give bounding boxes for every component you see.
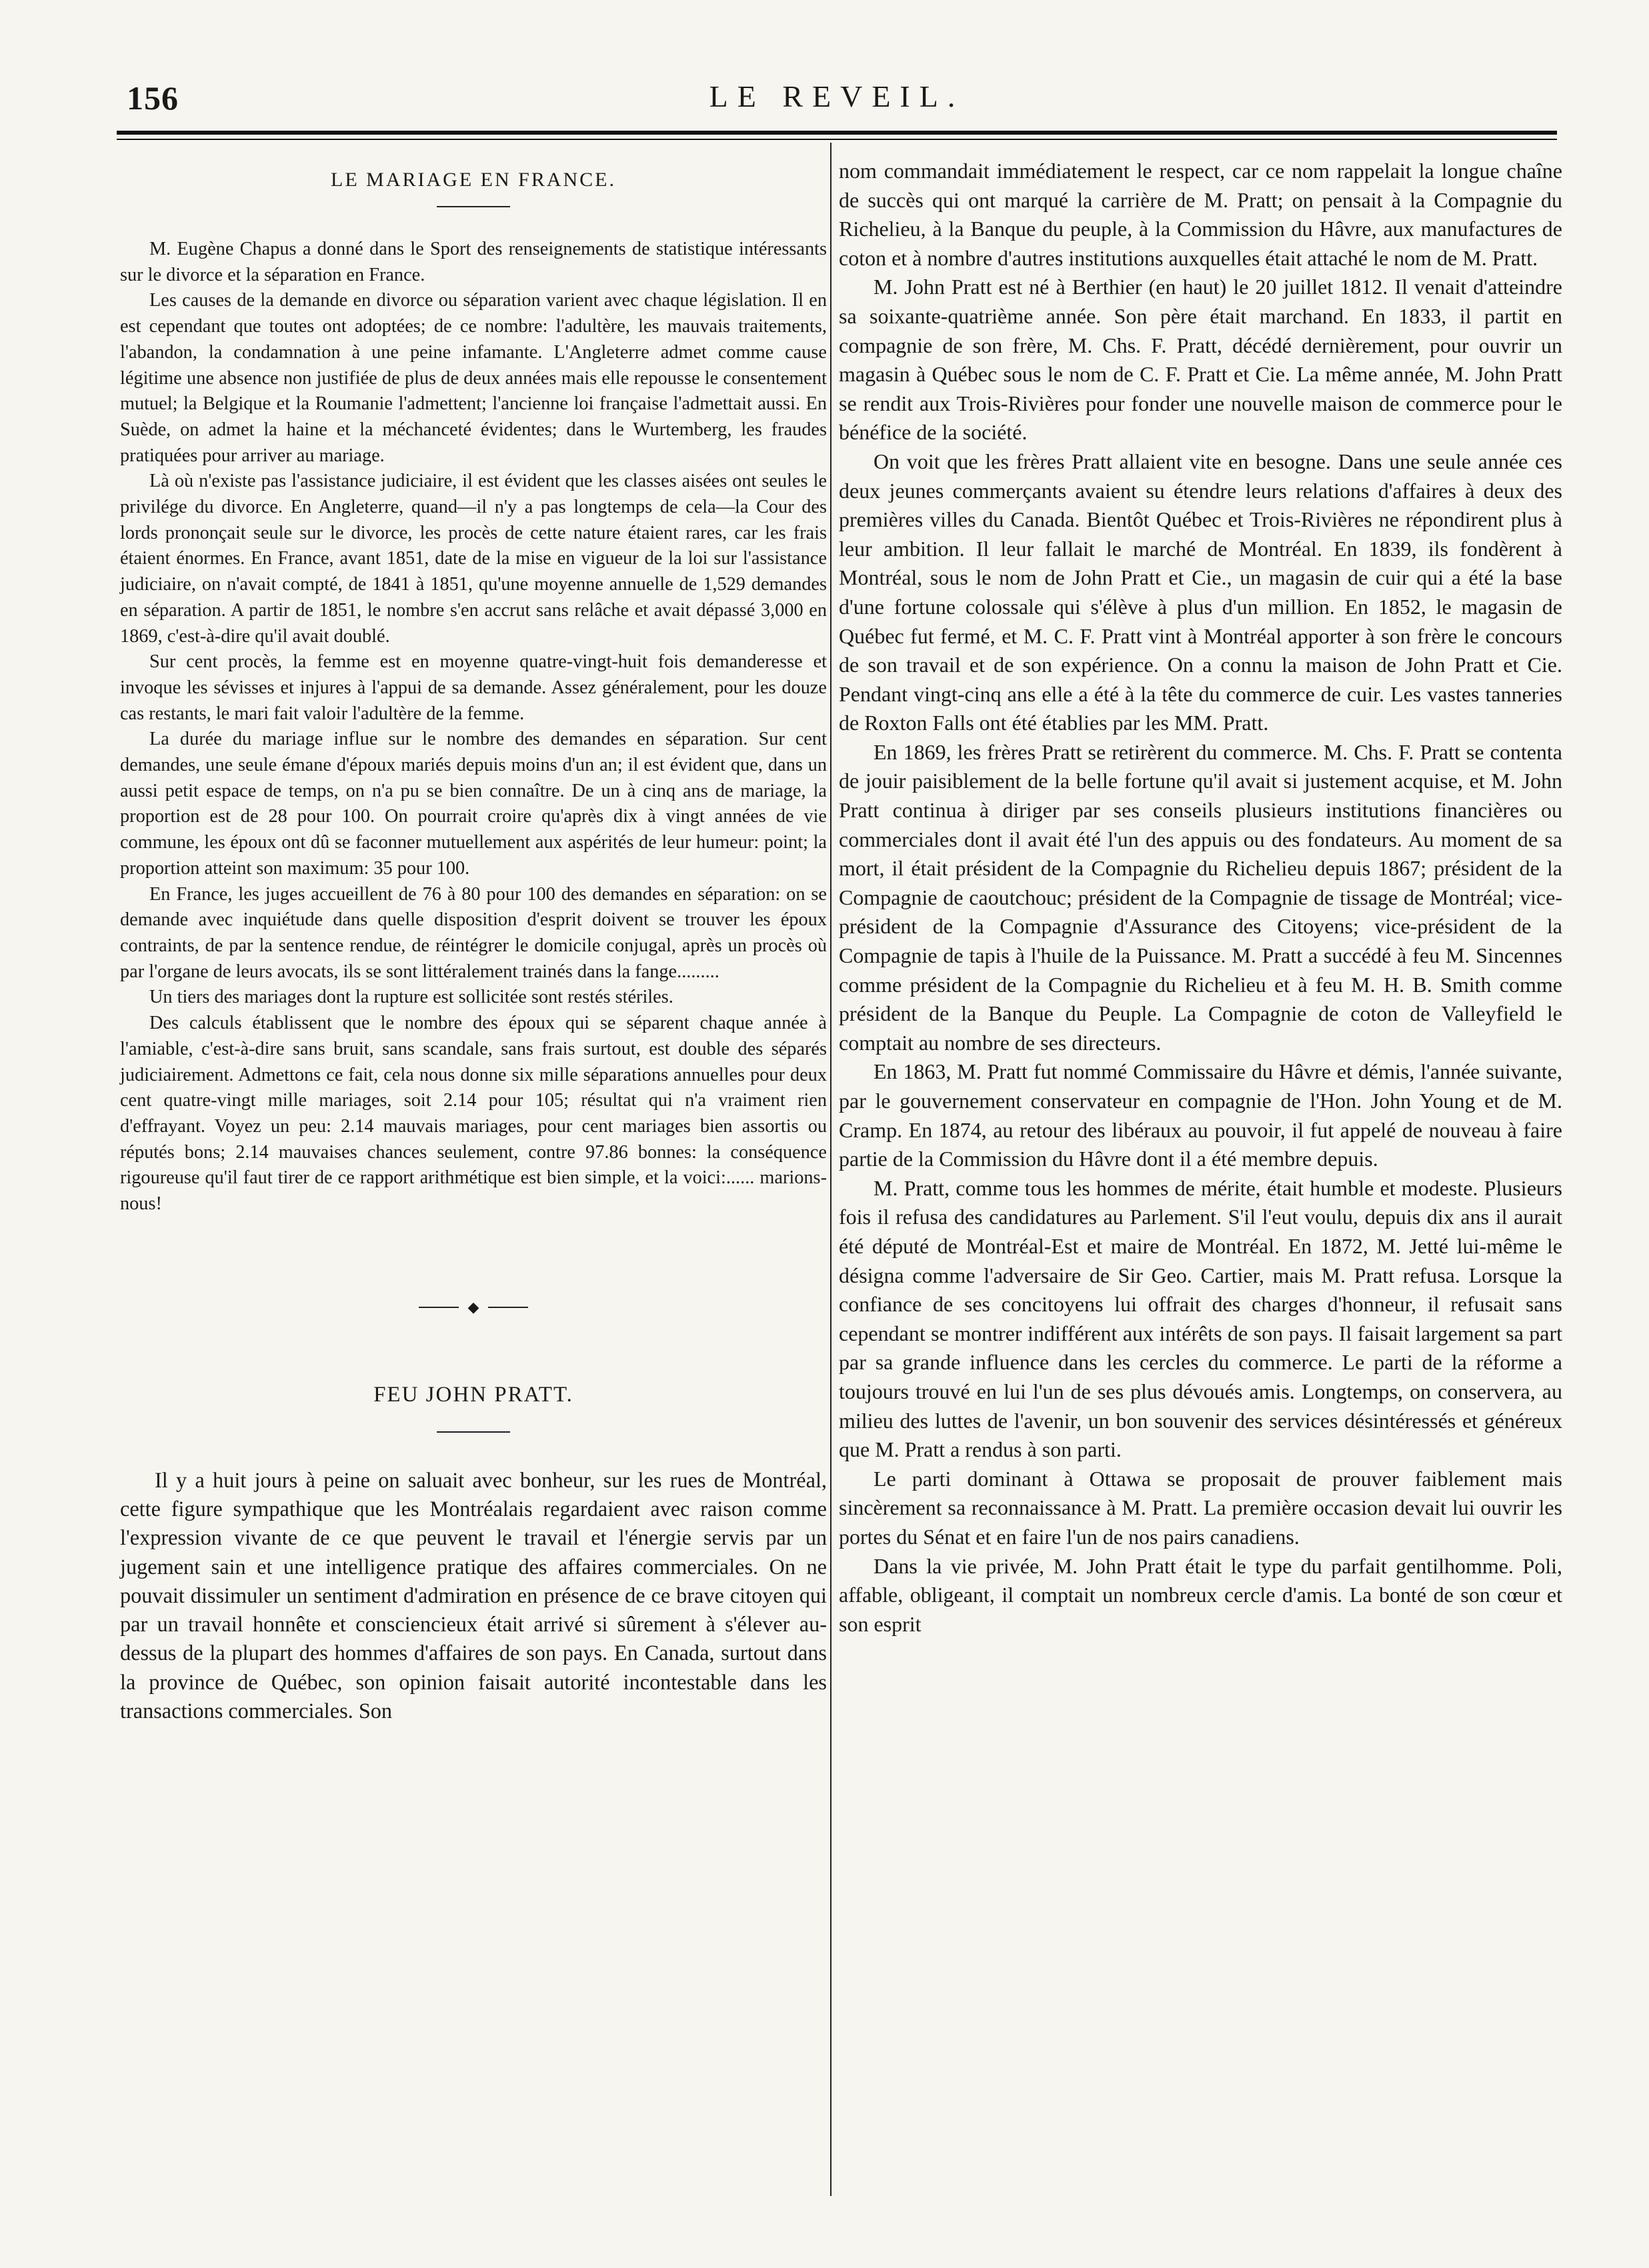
paragraph: Il y a huit jours à peine on saluait avec bonheur, sur les rues de Montréal, cette figure sympathique que les Montréalais regardaient avec raison comme l'expression vivante de ce que peuvent le travail et l'énergie servis par un jugement sain et une intelligence pratique des affaires commerciales. On ne pouvait dissimuler un sentiment d'admiration en présence de ce brave citoyen qui par un travail honnête et consciencieux était arrivé si sûrement à s'élever au-dessus de la plupart des hommes d'affaires de son pays. En Canada, surtout dans la province de Québec, son opinion faisait autorité incontestable dans les transactions commerciales. Son [120, 1467, 827, 1723]
paragraph: On voit que les frères Pratt allaient vite en besogne. Dans une seule année ces deux jeunes commerçants avaient su étendre leurs relations d'affaires à deux des premières villes du Canada. Bientôt Québec et Trois-Rivières ne répondirent plus à leur ambition. Il leur fallait le marché de Montréal. En 1839, ils fondèrent à Montréal, sous le nom de John Pratt et Cie., un magasin de cuir qui a été la base d'une fortune colossale qui s'élève à plus d'un million. En 1852, le magasin de Québec fut fermé, et M. C. F. Pratt vint à Montréal apporter à son frère le concours de son travail et de son expérience. On a connu la maison de John Pratt et Cie. Pendant vingt-cinq ans elle a été à la tête du commerce de cuir. Les vastes tanneries de Roxton Falls ont été établies par les MM. Pratt. [839, 449, 1562, 735]
article-pratt [120, 1383, 827, 1726]
paragraph: M. Eugène Chapus a donné dans le Sport des renseignements de statistique intéressants sur le divorce et la séparation en France. [120, 239, 827, 285]
journal-title: LE REVEIL. [709, 79, 965, 113]
article-pratt-body-left [120, 1466, 827, 1726]
paragraph: En 1869, les frères Pratt se retirèrent du commerce. M. Chs. F. Pratt se contenta de jouir paisiblement de la belle fortune qu'il avait si justement acquise, et M. John Pratt continua à diriger par ses conseils plusieurs institutions financières ou commerciales dont il avait été l'un des appuis ou des fondateurs. Au moment de sa mort, il était président de la Compagnie du Richelieu depuis 1867; président de la Compagnie de caoutchouc; président de la Compagnie de tissage de Montréal; vice-président de la Compagnie d'Assurance des Citoyens; vice-président de la Compagnie de tapis à l'huile de la Puissance. M. Pratt a succédé à feu M. Sincennes comme président de la Compagnie du Richelieu et à feu M. H. B. Smith comme président de la Banque du Peuple. La Compagnie de coton de Valleyfield le comptait au nombre de ses directeurs. [839, 739, 1562, 1055]
right-column [839, 157, 1562, 1639]
paragraph: Sur cent procès, la femme est en moyenne quatre-vingt-huit fois demanderesse et invoque les sévisses et injures à l'appui de sa demande. Assez généralement, pour les douze cas restants, le mari fait valoir l'adultère de la femme. [120, 651, 827, 724]
column-divider [830, 143, 832, 2196]
article-title-mariage: LE MARIAGE EN FRANCE. [331, 169, 616, 191]
article-mariage [120, 169, 827, 1217]
paragraph: En France, les juges accueillent de 76 à 80 pour 100 des demandes en séparation: on se demande avec inquiétude dans quelle disposition d'esprit doivent se trouver les époux contraints, de par la sentence rendue, de réintégrer le domicile conjugal, après un procès où par l'organe de leurs avocats, ils se sont littéralement trainés dans la fange......... [120, 883, 827, 982]
ornament-line [488, 1307, 528, 1308]
article-mariage-body [120, 237, 827, 1217]
paragraph: Les causes de la demande en divorce ou séparation varient avec chaque législation. Il en est cependant que toutes ont adoptées; de ce nombre: l'adultère, les mauvais traitements, l'abandon, la condamnation à une peine infamante. L'Angleterre admet comme cause légitime une absence non justifiée de plus de deux années mais elle repousse le consentement mutuel; la Belgique et la Roumanie l'admettent; l'ancienne loi française l'admettait aussi. En Suède, on admet la haine et la méchanceté évidentes; dans le Wurtemberg, les fraudes pratiquées pour arriver au mariage. [120, 290, 827, 466]
paragraph: M. John Pratt est né à Berthier (en haut) le 20 juillet 1812. Il venait d'atteindre sa soixante-quatrième année. Son père était marchand. En 1833, il partit en compagnie de son frère, M. Chs. F. Pratt, décédé dernièrement, pour ouvrir un magasin à Québec sous le nom de C. F. Pratt et Cie. La même année, M. John Pratt se rendit aux Trois-Rivières pour fonder une nouvelle maison de commerce pour le bénéfice de la société. [839, 275, 1562, 445]
left-column [120, 157, 827, 1725]
paragraph: Là où n'existe pas l'assistance judiciaire, il est évident que les classes aisées ont seules le privilége du divorce. En Angleterre, quand—il n'y a pas longtemps de cela—la Cour des lords prononçait seule sur le divorce, les procès de cette nature étaient rares, car les frais étaient énormes. En France, avant 1851, date de la mise en vigueur de la loi sur l'assistance judiciaire, on n'avait compté, de 1841 à 1851, qu'une moyenne annuelle de 1,529 demandes en séparation. A partir de 1851, le nombre s'en accrut sans relâche et avait dépassé 3,000 en 1869, c'est-à-dire qu'il avait doublé. [120, 471, 827, 647]
paragraph: M. Pratt, comme tous les hommes de mérite, était humble et modeste. Plusieurs fois il refusa des candidatures au Parlement. S'il l'eut voulu, depuis dix ans il aurait été député de Montréal-Est et maire de Montréal. En 1872, M. Jetté lui-même le désigna comme l'adversaire de Sir Geo. Cartier, mais M. Pratt refusa. Lorsque la confiance de ses concitoyens lui offrait des charges d'honneur, il refusait sans cependant se montrer indifférent aux intérêts de son pays. Il faisait largement sa part par sa grande influence dans les cercles du commerce. Le parti de la réforme a toujours trouvé en lui l'un de ses plus dévoués amis. Longtemps, on conservera, au milieu des luttes de l'avenir, un bon souvenir des services désintéressés et généreux que M. Pratt a rendus à son parti. [839, 1175, 1562, 1462]
page-header [127, 79, 1547, 125]
title-rule [437, 1431, 510, 1433]
diamond-icon: ◆ [467, 1298, 479, 1315]
header-rule-thick [117, 131, 1557, 135]
paragraph: Dans la vie privée, M. John Pratt était le type du parfait gentilhomme. Poli, affable, obligeant, il comptait un nombreux cercle d'amis. La bonté de son cœur et son esprit [839, 1553, 1562, 1636]
section-ornament [120, 1297, 827, 1316]
ornament-line [419, 1307, 459, 1308]
paragraph: En 1863, M. Pratt fut nommé Commissaire du Hâvre et démis, l'année suivante, par le gouvernement conservateur en compagnie de l'Hon. John Young et de M. Cramp. En 1874, au retour des libéraux au pouvoir, il fut appelé de nouveau à faire partie de la Commission du Hâvre dont il a été membre depuis. [839, 1059, 1562, 1171]
paragraph: Le parti dominant à Ottawa se proposait de prouver faiblement mais sincèrement sa reconnaissance à M. Pratt. La première occasion devait lui ouvrir les portes du Sénat et en faire l'un de nos pairs canadiens. [839, 1466, 1562, 1549]
paragraph: Un tiers des mariages dont la rupture est sollicitée sont restés stériles. [149, 987, 673, 1008]
paragraph: Des calculs établissent que le nombre des époux qui se séparent chaque année à l'amiable, c'est-à-dire sans bruit, sans scandale, sans frais surtout, est double des séparés judiciairement. Admettons ce fait, cela nous donne six mille séparations annuelles pour deux cent quatre-vingt mille mariages, soit 2.14 pour 105; résultat qui n'a vraiment rien d'effrayant. Voyez un peu: 2.14 mauvais mariages, pour cent mariages bien assortis ou réputés bons; 2.14 mauvaises chances seulement, contre 97.86 bonnes: la conséquence rigoureuse qu'il faut tirer de ce rapport arithmétique est bien simple, et la voici:...... marions-nous! [120, 1013, 827, 1215]
paragraph: La durée du mariage influe sur le nombre des demandes en séparation. Sur cent demandes, une seule émane d'époux mariés depuis moins d'un an; il est évident que, dans un aussi petit espace de temps, on n'a pu se bien connaître. De un à cinq ans de mariage, la proportion est de 28 pour 100. On pourrait croire qu'après dix à vingt années de vie commune, les époux ont dû se faconner mutuellement aux aspérités de leur humeur: point; la proportion atteint son maximum: 35 pour 100. [120, 729, 827, 879]
header-rule-thin [117, 139, 1557, 140]
article-title-pratt: FEU JOHN PRATT. [373, 1382, 573, 1407]
page-number: 156 [127, 79, 179, 117]
paragraph: nom commandait immédiatement le respect, car ce nom rappelait la longue chaîne de succès qui ont marqué la carrière de M. Pratt; on pensait à la Compagnie du Richelieu, à la Banque du peuple, à la Commission du Hâvre, aux manufactures de coton et à nombre d'autres institutions auxquelles était attaché le nom de M. Pratt. [839, 159, 1562, 270]
title-rule [437, 206, 510, 207]
article-pratt-body-right [839, 157, 1562, 1639]
